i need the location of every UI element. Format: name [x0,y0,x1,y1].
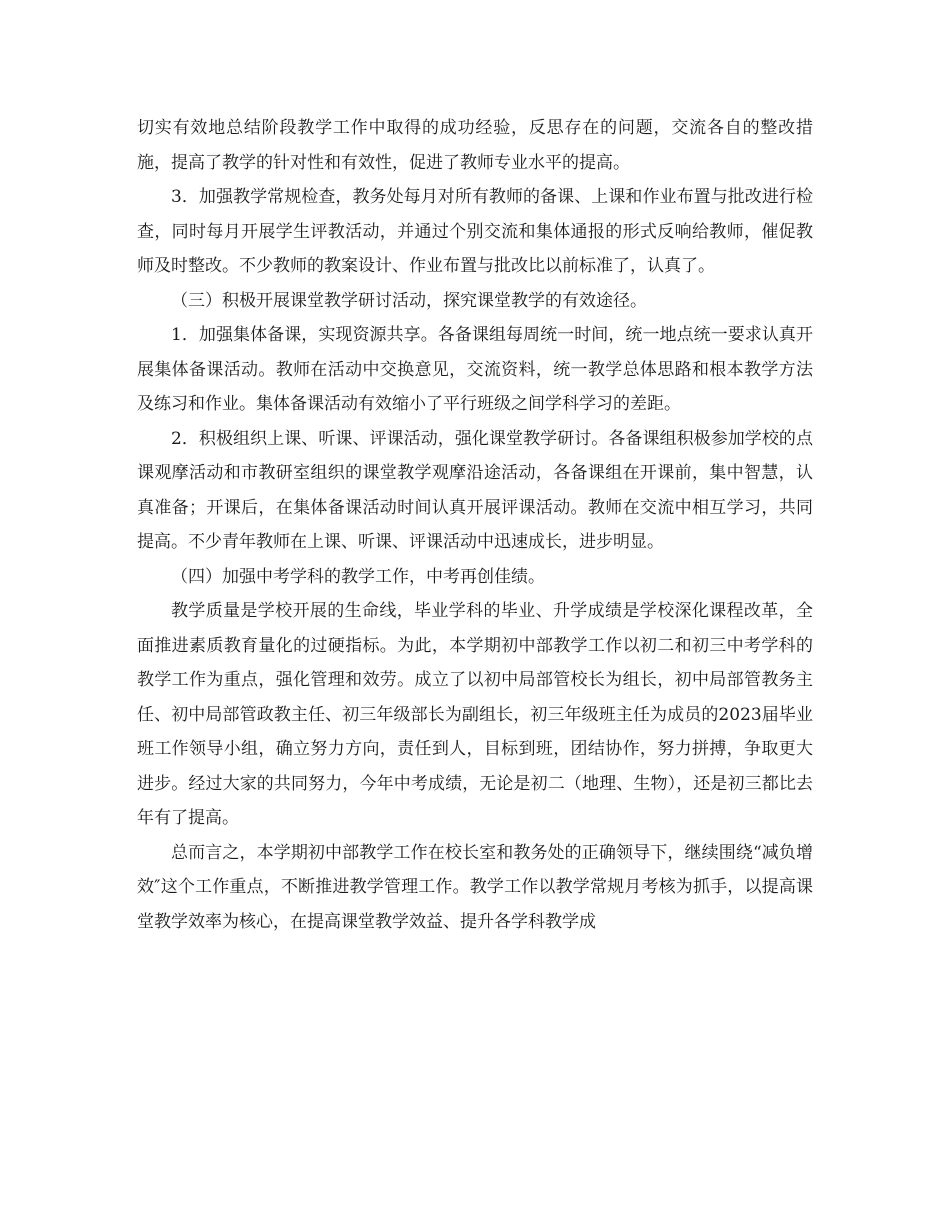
section-heading-4: （四）加强中考学科的教学工作，中考再创佳绩。 [171,566,545,587]
section-heading-3: （三）积极开展课堂教学研讨活动，探究课堂教学的有效途径。 [171,290,647,311]
paragraph-body: 教学质量是学校开展的生命线，毕业学科的毕业、升学成绩是学校深化课程改革，全面推进素质教育量化的过硬指标。为此，本学期初中部教学工作以初二和初三中考学科的教学工作为重点，强化管理和效劳。成立了以初中局部管校长为组长，初中局部管教务主任、初中局部管政教主任、初三年级部长为副组长，初三年级班主任为成员的2023届毕业班工作领导小组，确立努力方向，责任到人，目标到班，团结协作，努力拼搏，争取更大进步。经过大家的共同努力，今年中考成绩，无论是初二（地理、生物），还是初三都比去年有了提高。 [137,601,813,828]
document-body [137,111,813,939]
paragraph-summary: 总而言之，本学期初中部教学工作在校长室和教务处的正确领导下，继续围绕“减负增效″这个工作重点，不断推进教学管理工作。教学工作以教学常规月考核为抓手，以提高课堂教学效率为核心，在提高课堂教学效益、提升各学科教学成 [137,842,813,932]
paragraph-item-1: 1．加强集体备课，实现资源共享。各备课组每周统一时间，统一地点统一要求认真开展集体备课活动。教师在活动中交换意见，交流资料，统一教学总体思路和根本教学方法及练习和作业。集体备课活动有效缩小了平行班级之间学科学习的差距。 [137,325,813,414]
paragraph-item-3: 3．加强教学常规检查，教务处每月对所有教师的备课、上课和作业布置与批改进行检查，同时每月开展学生评教活动，并通过个别交流和集体通报的形式反响给教师，催促教师及时整改。不少教师的教案设计、作业布置与批改比以前标准了，认真了。 [137,187,813,276]
paragraph-item-2: 2．积极组织上课、听课、评课活动，强化课堂教学研讨。各备课组积极参加学校的点课观摩活动和市教研室组织的课堂教学观摩沿途活动，各备课组在开课前，集中智慧，认真准备；开课后，在集体备课活动时间认真开展评课活动。教师在交流中相互学习，共同提高。不少青年教师在上课、听课、评课活动中迅速成长，进步明显。 [137,428,813,552]
paragraph-continuation: 切实有效地总结阶段教学工作中取得的成功经验，反思存在的问题，交流各自的整改措施，提高了教学的针对性和有效性，促进了教师专业水平的提高。 [137,118,813,173]
